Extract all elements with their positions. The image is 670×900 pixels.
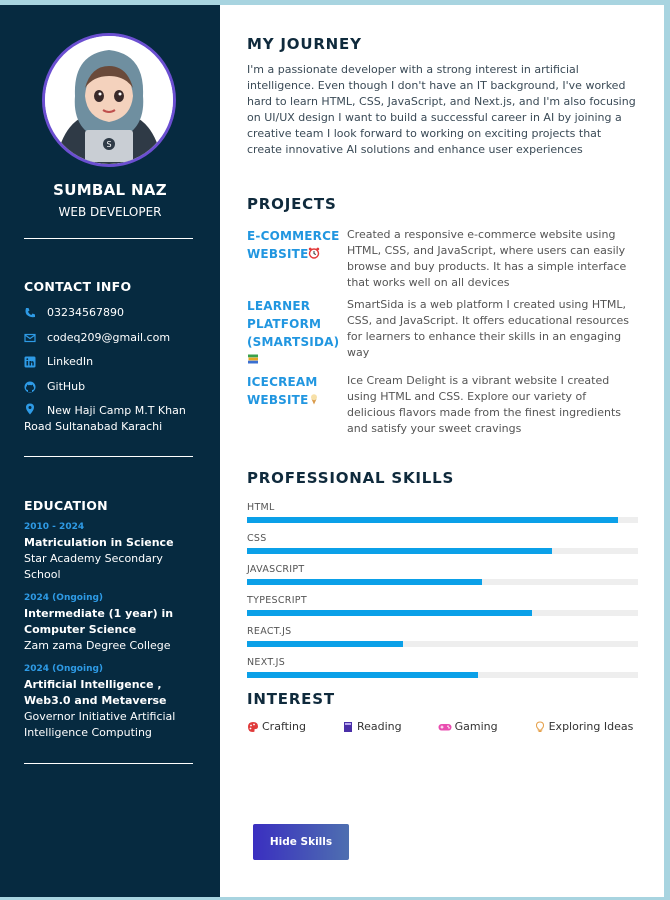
project-desc: Ice Cream Delight is a vibrant website I created using HTML and CSS. Explore our variety of delicious flavors made from the finest ingredients and satisfy your sweet cravings <box>347 374 621 435</box>
skill-label: HTML <box>247 502 275 513</box>
skill-bar-track <box>247 641 638 647</box>
contact-phone <box>24 305 194 321</box>
sidebar-divider <box>24 238 193 239</box>
github-link[interactable]: GitHub <box>47 380 86 393</box>
books-icon <box>247 353 259 365</box>
interest-label: Reading <box>356 720 402 733</box>
interest-list <box>247 720 638 733</box>
game-controller-icon <box>438 721 452 733</box>
skills-title: PROFESSIONAL SKILLS <box>247 469 455 487</box>
skill-item <box>247 657 638 678</box>
email-text: codeq209@gmail.com <box>47 331 171 344</box>
interest-item <box>342 720 402 733</box>
palette-icon <box>247 721 259 733</box>
contact-email[interactable] <box>24 330 194 346</box>
project-item <box>247 373 638 437</box>
skill-bar-track <box>247 548 638 554</box>
avatar-illustration <box>45 36 173 164</box>
education-year: 2024 (Ongoing) <box>24 593 104 603</box>
project-name[interactable] <box>247 227 347 291</box>
svg-text:S: S <box>106 140 112 149</box>
skill-label: JAVASCRIPT <box>247 564 305 575</box>
education-degree: Intermediate (1 year) in Computer Science <box>24 607 174 636</box>
skill-item <box>247 626 638 647</box>
education-title: EDUCATION <box>24 498 108 513</box>
projects-title: PROJECTS <box>247 195 337 213</box>
skill-bar-track <box>247 517 638 523</box>
education-school: Zam zama Degree College <box>24 639 171 652</box>
contact-title: CONTACT INFO <box>24 279 132 294</box>
skills-section <box>247 469 638 678</box>
skill-item <box>247 595 638 616</box>
interest-item <box>438 720 498 733</box>
skill-label: NEXT.JS <box>247 657 286 668</box>
book-icon <box>342 721 354 733</box>
resume-page <box>0 5 664 897</box>
interest-item <box>534 720 634 733</box>
lightbulb-icon <box>534 721 546 733</box>
skill-label: REACT.JS <box>247 626 292 637</box>
project-desc: Created a responsive e-commerce website using HTML, CSS, and JavaScript, where users can easily browse and buy products. It has a simple interface that works well on all devices <box>347 228 627 289</box>
interest-title: INTEREST <box>247 690 335 708</box>
ice-cream-icon <box>308 393 320 405</box>
profile-role: WEB DEVELOPER <box>58 205 162 219</box>
linkedin-link[interactable]: LinkedIn <box>47 355 94 368</box>
profile-name: SUMBAL NAZ <box>53 181 167 199</box>
project-item <box>247 227 638 291</box>
journey-text: I'm a passionate developer with a strong interest in artificial intelligence. Even though I don't have an IT background, I've worked hard to learn HTML, CSS, JavaScript, and Next.js, and I'm also focusing on UI/UX design I want to build a successful career in AI by joining a creative team I look forward to working on exciting projects that create innovative AI solutions and enhance user experiences <box>247 63 636 156</box>
contact-address <box>24 403 194 435</box>
skill-bar-fill <box>247 517 618 523</box>
project-name-text: ICECREAM WEBSITE <box>247 375 318 407</box>
sidebar-divider <box>24 763 193 764</box>
main-content <box>220 5 664 897</box>
skill-bar-fill <box>247 672 478 678</box>
project-name[interactable] <box>247 297 347 369</box>
skill-label: TYPESCRIPT <box>247 595 307 606</box>
sidebar-divider <box>24 456 193 457</box>
alarm-clock-icon <box>308 247 320 259</box>
interest-label: Crafting <box>262 720 306 733</box>
address-text: New Haji Camp M.T Khan Road Sultanabad Karachi <box>24 404 186 433</box>
education-item <box>24 664 199 741</box>
contact-github[interactable] <box>24 379 194 395</box>
project-item <box>247 297 638 369</box>
skills-list <box>247 502 638 678</box>
education-year: 2024 (Ongoing) <box>24 664 104 674</box>
education-degree: Matriculation in Science <box>24 536 174 549</box>
projects-section <box>247 195 638 437</box>
location-pin-icon <box>24 403 36 415</box>
skill-bar-fill <box>247 579 482 585</box>
skill-bar-fill <box>247 641 403 647</box>
skill-bar-track <box>247 672 638 678</box>
phone-icon <box>24 307 36 319</box>
skill-item <box>247 533 638 554</box>
project-name-text: E-COMMERCE WEBSITE <box>247 229 340 261</box>
skill-bar-track <box>247 610 638 616</box>
journey-section <box>247 35 638 158</box>
education-school: Star Academy Secondary School <box>24 552 163 581</box>
education-school: Governor Initiative Artificial Intelligence Computing <box>24 710 176 739</box>
journey-title: MY JOURNEY <box>247 35 362 53</box>
contact-linkedin[interactable] <box>24 354 194 370</box>
education-degree: Artificial Intelligence , Web3.0 and Metaverse <box>24 678 167 707</box>
skill-item <box>247 502 638 523</box>
interest-section <box>247 690 638 733</box>
sidebar <box>0 5 220 897</box>
skill-bar-fill <box>247 548 552 554</box>
interest-label: Gaming <box>454 720 498 733</box>
education-item <box>24 522 199 583</box>
github-icon <box>24 381 36 393</box>
project-desc: SmartSida is a web platform I created using HTML, CSS, and JavaScript. It offers educational resources for learners to enhance their skills in an engaging way <box>347 298 630 359</box>
phone-text: 03234567890 <box>47 306 124 319</box>
education-item <box>24 593 199 654</box>
interest-label: Exploring Ideas <box>548 720 634 733</box>
project-name[interactable] <box>247 373 347 437</box>
interest-item <box>247 720 306 733</box>
skill-item <box>247 564 638 585</box>
email-icon <box>24 332 36 344</box>
skill-bar-fill <box>247 610 532 616</box>
hide-skills-button[interactable]: Hide Skills <box>253 824 349 860</box>
skill-bar-track <box>247 579 638 585</box>
education-year: 2010 - 2024 <box>24 522 85 532</box>
skill-label: CSS <box>247 533 267 544</box>
linkedin-icon <box>24 356 36 368</box>
avatar <box>42 33 176 167</box>
project-name-text: LEARNER PLATFORM (SMARTSIDA) <box>247 299 340 349</box>
